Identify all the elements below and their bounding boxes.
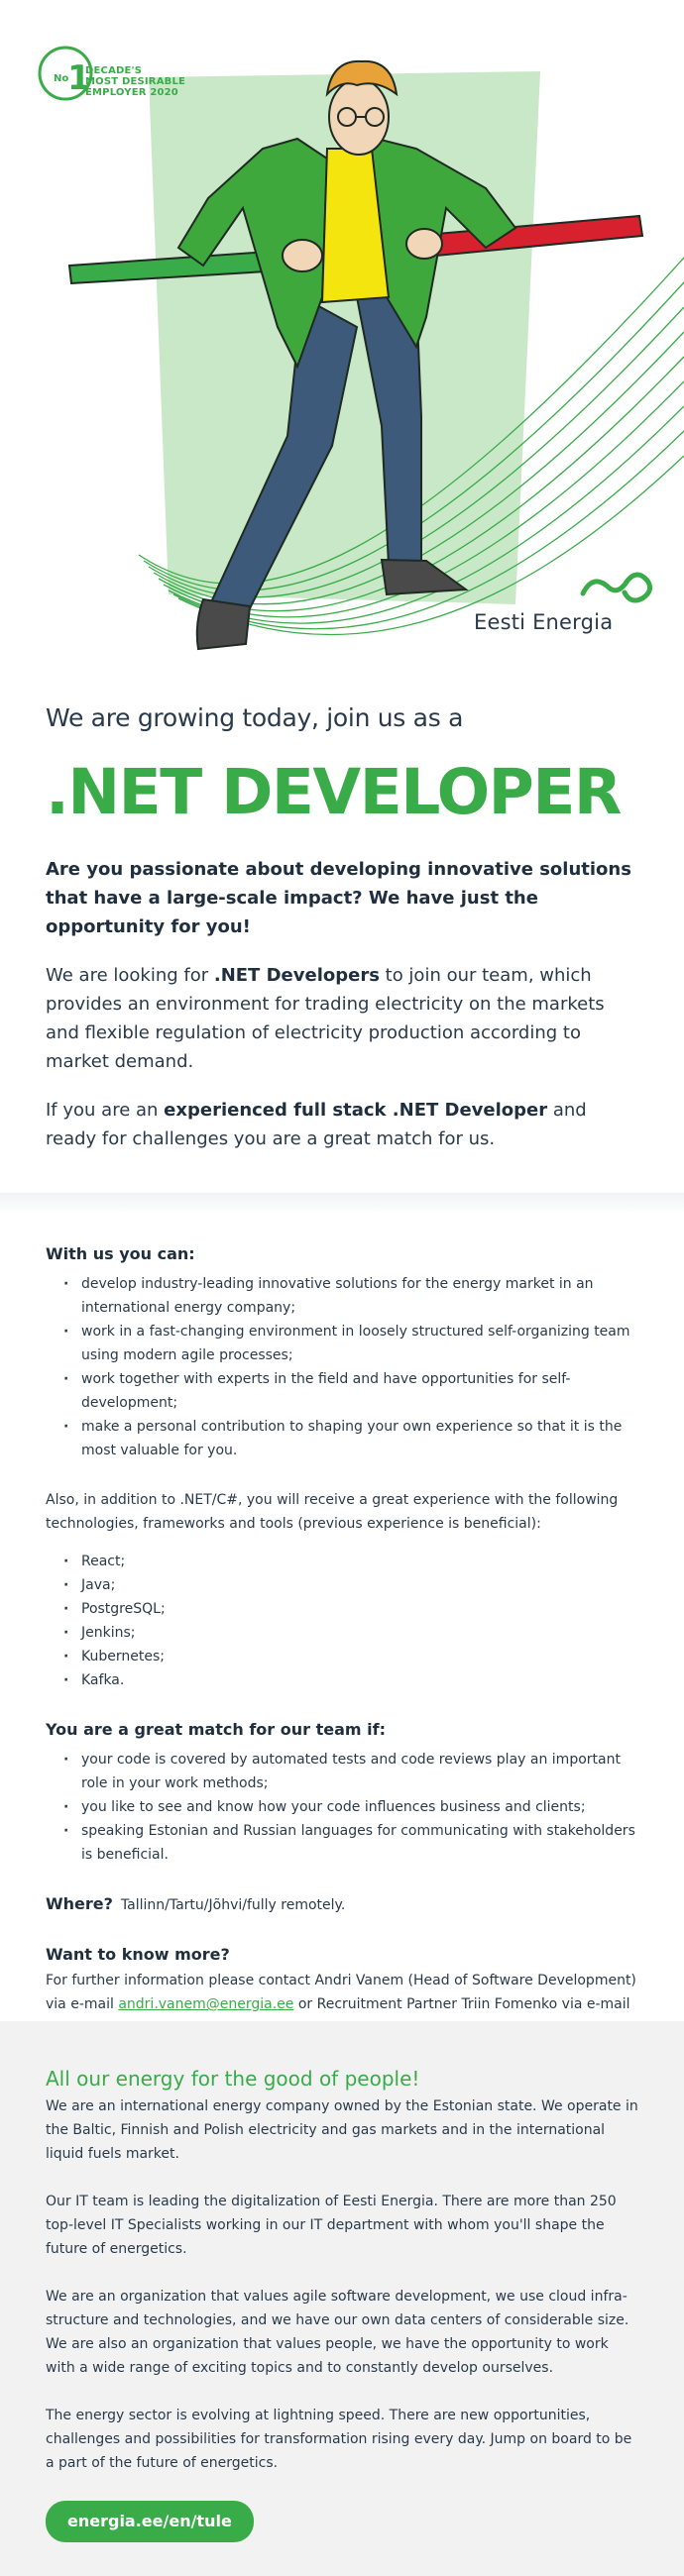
details-section: [0, 1215, 684, 2040]
match-list: [46, 1748, 638, 1867]
intro-kicker: We are growing today, join us as a: [46, 703, 464, 732]
footer-paragraph-1: We are an international energy company owned by the Estonian state. We operate in the Baltic, Finnish and Polish electricity and gas markets and in the international liquid fuels market.: [46, 2098, 638, 2162]
footer-paragraph-2: Our IT team is leading the digitalization of Eesti Energia. There are more than 250 top-level IT Specialists working in our IT department with whom you'll shape the future of energetics.: [46, 2194, 617, 2257]
intro-section: [0, 703, 684, 1153]
list-item: · develop industry-leading innovative solutions for the energy market in an international energy company;: [81, 1272, 638, 1320]
brand-logo: [474, 610, 613, 634]
job-title: .NET DEVELOPER: [46, 756, 621, 828]
match-block: [46, 1718, 638, 1867]
list-item: · work in a fast-changing environment in loosely structured self-organizing team using modern agile processes;: [81, 1320, 638, 1367]
list-item: · make a personal contribution to shaping your own experience so that it is the most valuable for you.: [81, 1415, 638, 1462]
hero-illustration: [0, 0, 684, 684]
list-item: · Kafka.: [81, 1668, 638, 1692]
footer-paragraph-3: We are an organization that values agile software development, we use cloud infra-structure and technologies, and we have our own data centers of considerable size. We are also an organization that values people, we have the opportunity to work with a wide range of exciting topics and to constantly develop ourselves.: [46, 2289, 629, 2376]
list-item: · speaking Estonian and Russian languages for communicating with stakeholders is beneficial.: [81, 1819, 638, 1867]
email-link-andri[interactable]: andri.vanem@energia.ee: [118, 1996, 294, 2012]
where-value: Tallinn/Tartu/Jõhvi/fully remotely.: [120, 1897, 346, 1913]
with-us-title: With us you can:: [46, 1244, 195, 1263]
badge-line-2: MOST DESIRABLE: [85, 76, 186, 87]
brand-name: Eesti Energia: [474, 610, 614, 634]
list-item: · your code is covered by automated tests and code reviews play an important role in your work methods;: [81, 1748, 638, 1795]
list-item: · Jenkins;: [81, 1621, 638, 1645]
list-item: · React;: [81, 1550, 638, 1573]
contact-text: For further information please contact Andri Vanem (Head of Software Development) via e-mail andri.vanem@energia.ee or Recruitment Partner Triin Fomenko via e-mail: [46, 1969, 638, 2040]
list-item: · you like to see and know how your code influences business and clients;: [81, 1795, 638, 1819]
match-title: You are a great match for our team if:: [46, 1720, 386, 1739]
section-divider: [0, 1193, 684, 1215]
where-block: [46, 1892, 638, 1917]
with-us-block: [46, 1242, 638, 1462]
tech-intro: Also, in addition to .NET/C#, you will receive a great experience with the following technologies, frameworks and tools (previous experience is beneficial):: [46, 1492, 619, 1532]
intro-lead: Are you passionate about developing innovative solutions that have a large-scale impact? We have just the opportunity for you!: [46, 859, 631, 937]
careers-link-button[interactable]: energia.ee/en/tule: [46, 2501, 254, 2542]
brand-mark-icon: [573, 569, 662, 608]
tech-list: [46, 1550, 638, 1692]
right-hand: [406, 229, 442, 259]
badge-no-text: No: [54, 73, 69, 84]
contact-title: Want to know more?: [46, 1945, 230, 1964]
list-item: · Java;: [81, 1573, 638, 1597]
left-hand: [283, 240, 322, 271]
list-item: · work together with experts in the field and have opportunities for self-development;: [81, 1367, 638, 1415]
badge-caption: [85, 65, 185, 98]
list-item: · Kubernetes;: [81, 1645, 638, 1668]
tech-block: [46, 1488, 638, 1692]
footer-title: All our energy for the good of people!: [46, 2067, 420, 2091]
intro-paragraph-1: We are looking for .NET Developers to join our team, which provides an environment for trading electricity on the markets and flexible regulation of electricity production according to market demand.: [46, 965, 605, 1072]
left-shoe: [197, 599, 250, 649]
company-footer: [0, 2021, 684, 2576]
badge-line-1: DECADE'S: [85, 65, 143, 76]
with-us-list: [46, 1272, 638, 1462]
badge-number-text: 1: [67, 58, 91, 98]
intro-paragraph-2: If you are an experienced full stack .NET Developer and ready for challenges you are a great match for us.: [46, 1100, 587, 1149]
badge-line-3: EMPLOYER 2020: [85, 87, 178, 98]
footer-paragraph-4: The energy sector is evolving at lightning speed. There are new opportunities, challenges and possibilities for transformation rising every day. Jump on board to be a part of the future of energetics.: [46, 2408, 632, 2471]
list-item: · PostgreSQL;: [81, 1597, 638, 1621]
where-label: Where?: [46, 1894, 113, 1913]
